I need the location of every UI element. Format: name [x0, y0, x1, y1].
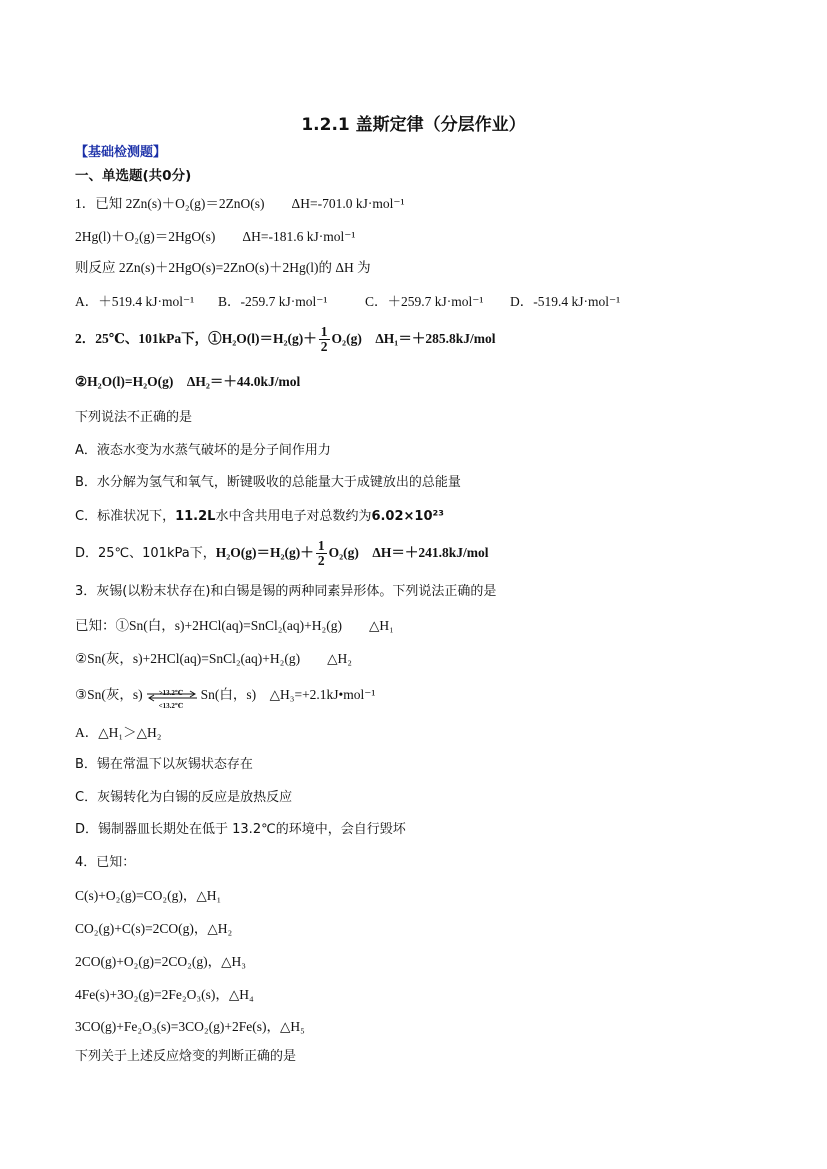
arrow-label-top: >13.2℃	[158, 688, 184, 697]
q4-eq3: 2CO(g)+O₂(g)=2CO₂(g)，△H₃	[75, 954, 246, 969]
q3-eq3	[75, 686, 376, 710]
q4-eq2: CO₂(g)+C(s)=2CO(g)，△H₂	[75, 921, 233, 936]
q3-eq3-left: ③Sn(灰，s)	[75, 687, 143, 702]
fraction-numerator: 1	[320, 324, 328, 340]
q3-known: 已知：①Sn(白，s)+2HCl(aq)=SnCl₂(aq)+H₂(g) △H₁	[75, 618, 394, 633]
arrow-label-bottom: <13.2℃	[158, 701, 184, 710]
q3-option-d: D．锡制器皿长期处在低于 13.2℃的环境中，会自行毁坏	[75, 822, 406, 837]
q3-eq3-right: Sn(白，s) △H₃=+2.1kJ•mol⁻¹	[200, 687, 376, 702]
q2-option-a: A．液态水变为水蒸气破坏的是分子间作用力	[75, 443, 331, 458]
q3-option-a: A．△H₁＞△H₂	[75, 725, 162, 740]
fraction-denominator: 2	[320, 339, 328, 355]
q1-stem: 1．已知 2Zn(s)＋O₂(g)＝2ZnO(s) ΔH=-701.0 kJ·mol⁻¹	[75, 196, 405, 211]
q2-eq1-fraction	[319, 325, 330, 354]
q2-eq1-left: H₂O(l)＝H₂(g)＋	[221, 331, 317, 346]
q4-eq5: 3CO(g)+Fe₂O₃(s)=3CO₂(g)+2Fe(s)，△H₅	[75, 1019, 305, 1034]
q2-option-c	[75, 508, 444, 526]
q4-eq4: 4Fe(s)+3O₂(g)=2Fe₂O₃(s)，△H₄	[75, 987, 254, 1002]
section-tag: 【基础检测题】	[75, 145, 167, 160]
q3-stem: 3．灰锡(以粉末状存在)和白锡是锡的两种同素异形体。下列说法正确的是	[75, 584, 497, 599]
document-title: 1.2.1 盖斯定律（分层作业）	[301, 115, 526, 135]
q4-question: 下列关于上述反应焓变的判断正确的是	[75, 1049, 297, 1064]
q2-option-c-volume: 11.2L	[175, 509, 216, 524]
q4-stem: 4．已知：	[75, 855, 136, 870]
q1-option-d: D．-519.4 kJ·mol⁻¹	[510, 294, 621, 309]
q3-eq2: ②Sn(灰，s)+2HCl(aq)=SnCl₂(aq)+H₂(g) △H₂	[75, 651, 352, 666]
fraction-numerator: 1	[317, 538, 325, 554]
q2-option-d-left: H₂O(g)＝H₂(g)＋	[215, 545, 314, 560]
equilibrium-arrow-icon	[145, 687, 199, 710]
q2-stem-prefix: 2．25℃、101kPa下，①	[75, 331, 222, 346]
q2-option-d-right: O₂(g) ΔH＝＋241.8kJ/mol	[328, 545, 489, 560]
q2-option-c-mid: 水中含共用电子对总数约为	[215, 509, 372, 524]
q1-option-b: B．-259.7 kJ·mol⁻¹	[218, 294, 328, 309]
q2-eq2: ②H₂O(l)=H₂O(g) ΔH₂＝＋44.0kJ/mol	[75, 374, 301, 389]
q2-option-d	[75, 538, 488, 569]
q2-stem	[75, 324, 495, 354]
q2-question: 下列说法不正确的是	[75, 410, 193, 425]
q2-option-c-number: 6.02×10²³	[371, 509, 444, 524]
q2-option-c-prefix: C．标准状况下，	[75, 509, 176, 524]
q4-eq1: C(s)+O₂(g)=CO₂(g)，△H₁	[75, 888, 222, 903]
q3-option-b: B．锡在常温下以灰锡状态存在	[75, 757, 253, 772]
q1-line3: 则反应 2Zn(s)＋2HgO(s)=2ZnO(s)＋2Hg(l)的 ΔH 为	[75, 260, 371, 275]
q2-option-d-fraction	[316, 539, 327, 568]
q2-option-d-prefix: D．25℃、101kPa下，	[75, 546, 216, 561]
q1-option-a: A．＋519.4 kJ·mol⁻¹	[75, 294, 195, 309]
part-heading: 一、单选题(共0分)	[75, 168, 192, 184]
q1-option-c: C．＋259.7 kJ·mol⁻¹	[365, 294, 484, 309]
q3-option-c: C．灰锡转化为白锡的反应是放热反应	[75, 790, 293, 805]
fraction-denominator: 2	[317, 553, 325, 569]
q1-line2: 2Hg(l)＋O₂(g)＝2HgO(s) ΔH=-181.6 kJ·mol⁻¹	[75, 229, 356, 244]
q2-eq1-right: O₂(g) ΔH₁＝＋285.8kJ/mol	[331, 331, 496, 346]
q2-option-b: B．水分解为氢气和氧气，断键吸收的总能量大于成键放出的总能量	[75, 475, 461, 490]
